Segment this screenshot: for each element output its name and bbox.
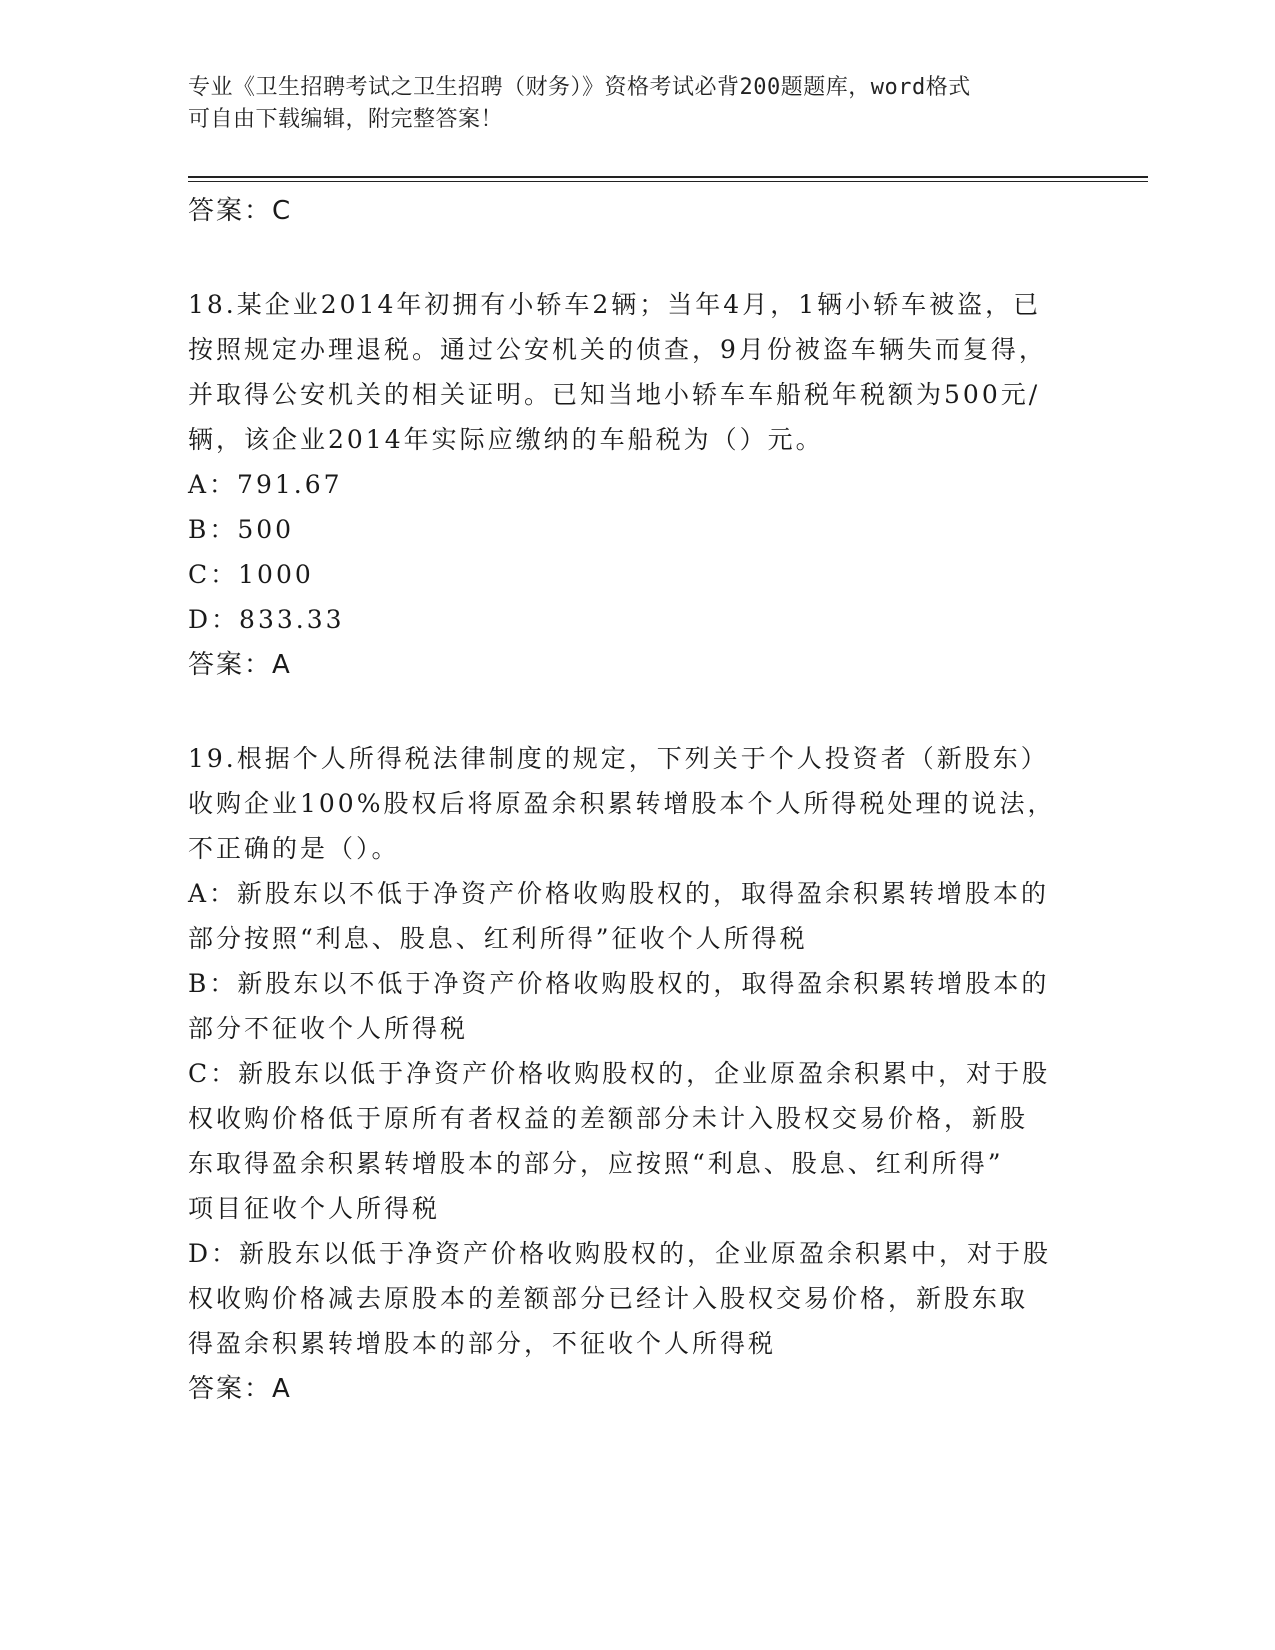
option-a: A：791.67 <box>188 470 343 499</box>
question-line: 收购企业100%股权后将原盈余积累转增股本个人所得税处理的说法， <box>188 789 1056 818</box>
spacer <box>188 234 1088 282</box>
option-line: 权收购价格低于原所有者权益的差额部分未计入股权交易价格，新股 <box>188 1104 1029 1133</box>
option-d <box>188 1231 1088 1366</box>
previous-answer: 答案：C <box>188 196 293 226</box>
header-line-2: 可自由下载编辑，附完整答案！ <box>188 107 504 132</box>
option-b <box>188 961 1088 1051</box>
question-stem <box>188 282 1088 462</box>
question-line: 辆，该企业2014年实际应缴纳的车船税为（）元。 <box>188 425 824 454</box>
option-line: B：新股东以不低于净资产价格收购股权的，取得盈余积累转增股本的 <box>188 969 1050 998</box>
option-c <box>188 1051 1088 1231</box>
option-line: 项目征收个人所得税 <box>188 1194 441 1223</box>
document-header <box>188 72 1068 136</box>
option-line: 部分不征收个人所得税 <box>188 1014 469 1043</box>
option-c: C：1000 <box>188 560 314 589</box>
question-line: 并取得公安机关的相关证明。已知当地小轿车车船税年税额为500元/ <box>188 380 1041 409</box>
header-line-1: 专业《卫生招聘考试之卫生招聘（财务）》资格考试必背200题题库，word格式 <box>188 75 971 100</box>
header-divider-thick <box>188 176 1148 178</box>
option-b: B：500 <box>188 515 295 544</box>
option-line: 东取得盈余积累转增股本的部分，应按照“利息、股息、红利所得” <box>188 1149 1004 1178</box>
option-line: 部分按照“利息、股息、红利所得”征收个人所得税 <box>188 924 808 953</box>
question-line: 不正确的是（）。 <box>188 834 400 863</box>
answer-label: 答案：A <box>188 650 292 680</box>
option-d: D：833.33 <box>188 605 345 634</box>
question-line: 18.某企业2014年初拥有小轿车2辆；当年4月，1辆小轿车被盗，已 <box>188 290 1042 319</box>
question-line: 按照规定办理退税。通过公安机关的侦查，9月份被盗车辆失而复得， <box>188 335 1047 364</box>
header-divider-thin <box>188 181 1148 182</box>
option-line: C：新股东以低于净资产价格收购股权的，企业原盈余积累中，对于股 <box>188 1059 1051 1088</box>
option-line: 得盈余积累转增股本的部分，不征收个人所得税 <box>188 1329 777 1358</box>
answer-label: 答案：A <box>188 1374 292 1404</box>
question-18 <box>188 282 1088 688</box>
spacer <box>188 688 1088 736</box>
option-line: D：新股东以低于净资产价格收购股权的，企业原盈余积累中，对于股 <box>188 1239 1052 1268</box>
question-19 <box>188 736 1088 1412</box>
question-stem <box>188 736 1088 871</box>
question-line: 19.根据个人所得税法律制度的规定，下列关于个人投资者（新股东） <box>188 744 1049 773</box>
option-a <box>188 871 1088 961</box>
question-content <box>188 188 1088 1412</box>
option-line: A：新股东以不低于净资产价格收购股权的，取得盈余积累转增股本的 <box>188 879 1050 908</box>
option-line: 权收购价格减去原股本的差额部分已经计入股权交易价格，新股东取 <box>188 1284 1029 1313</box>
